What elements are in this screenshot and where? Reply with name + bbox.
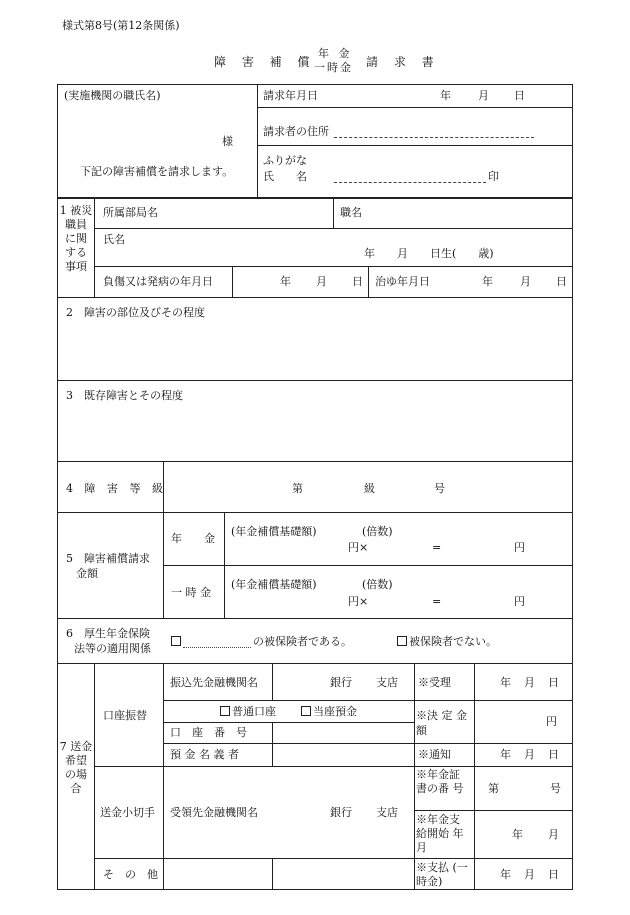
cure-date-label: 治ゆ年月日 [375,275,430,288]
section1-label: 1 被災 職員 に関 する 事項 [59,204,93,273]
ichijikin-yen: 円 [514,595,525,608]
money-order-label: 送金小切手 [100,806,155,819]
grade-dai: 第 [292,482,303,495]
title-ichijikin: 一時金 [314,61,353,74]
furigana-label: ふりがな [263,154,307,167]
shosho-dai: 第 [488,782,499,795]
section7-label: 7 送金 希望 の場 合 [59,740,93,795]
request-day: 日 [514,89,525,102]
toza-checkbox[interactable] [301,706,313,717]
section6-label-1: 6 厚生年金保険 [66,627,150,640]
shiharai-year: 年 [500,868,511,881]
nenkin-label: 年 金 [171,532,215,545]
ichijikin-base-label: (年金補償基礎額) [231,578,317,591]
transfer-ginko: 銀行 [330,676,352,689]
ichijikin-multiplier-label: (倍数) [362,578,393,591]
kaishi-year: 年 [512,828,523,841]
other-label: そ の 他 [103,868,158,881]
nenkin-yen: 円 [514,541,525,554]
toza-label: 当座預金 [313,705,357,718]
shiharai-month: 月 [524,868,535,881]
shiharai-label: ※支払 (一時金) [416,861,468,888]
section6-label-2: 法等の適用関係 [74,642,151,655]
shosho-label: ※年金証 書の番 号 [416,768,464,795]
section5-label-2: 金額 [76,567,98,580]
title-right: 請 求 書 [366,55,440,69]
kettei-label: ※決 定 金 額 [416,709,467,737]
cure-day: 日 [556,275,567,288]
address-label: 請求者の住所 [263,125,329,138]
request-date-label: 請求年月日 [263,89,318,102]
post-label: 職名 [340,206,362,219]
claimant-name-label: 氏 名 [263,170,307,183]
futsu-checkbox[interactable] [220,706,232,717]
agency-label: (実施機関の職氏名) [64,89,161,102]
section5-label-1: 5 障害補償請求 [66,552,150,565]
kettei-yen: 円 [546,715,557,728]
address-line[interactable] [334,137,534,138]
request-month: 月 [478,89,489,102]
tsuchi-year: 年 [500,748,511,761]
birth-date: 年 月 日生( 歳) [364,247,494,260]
insurance-name-line[interactable] [183,647,251,648]
section2-label: 2 障害の部位及びその程度 [66,306,205,319]
grade-go: 号 [434,482,445,495]
not-insured-checkbox[interactable] [397,636,409,647]
victim-name-label: 氏名 [103,233,125,246]
injury-year: 年 [280,275,291,288]
receive-shiten: 支店 [376,806,398,819]
account-holder-label: 預 金 名 義 者 [170,748,239,761]
receive-bank-label: 受領先金融機関名 [170,806,258,819]
kaishi-label: ※年金支 給開始 年月 [416,813,464,854]
tsuchi-month: 月 [524,748,535,761]
claimant-name-line[interactable] [334,182,486,183]
injury-month: 月 [316,275,327,288]
juri-day: 日 [548,676,559,689]
transfer-bank-label: 振込先金融機関名 [170,676,258,689]
receive-ginko: 銀行 [330,806,352,819]
not-insured-text: 被保険者でない。 [409,635,497,648]
nenkin-yen-times: 円× [348,541,369,554]
nenkin-equals: = [432,541,442,554]
title-nenkin: 年 金 [318,47,353,60]
nenkin-base-label: (年金補償基礎額) [231,525,317,538]
cure-month: 月 [520,275,531,288]
injury-date-label: 負傷又は発病の年月日 [103,275,213,288]
form-number: 様式第8号(第12条関係) [62,19,180,32]
seal-mark: 印 [488,170,499,183]
juri-label: ※受理 [418,676,451,689]
sama-label: 様 [222,135,233,148]
juri-month: 月 [524,676,535,689]
cure-year: 年 [482,275,493,288]
futsu-label: 普通口座 [232,705,276,718]
request-text: 下記の障害補償を請求します。 [80,165,234,178]
section4-label: 4 障 害 等 級 [66,482,167,495]
tsuchi-day: 日 [548,748,559,761]
grade-kyu: 級 [364,482,375,495]
transfer-shiten: 支店 [376,676,398,689]
ichijikin-yen-times: 円× [348,595,369,608]
shiharai-day: 日 [548,868,559,881]
insured-text: の被保険者である。 [253,635,352,648]
title-left: 障 害 補 償 [214,55,316,69]
ichijikin-label: 一 時 金 [171,586,211,599]
juri-year: 年 [500,676,511,689]
injury-day: 日 [352,275,363,288]
account-number-label: 口 座 番 号 [170,726,247,739]
kaishi-month: 月 [548,828,559,841]
dept-label: 所属部局名 [103,206,158,219]
tsuchi-label: ※通知 [418,748,451,761]
shosho-go: 号 [550,782,561,795]
ichijikin-equals: = [432,595,442,608]
account-transfer-label: 口座振替 [103,709,147,722]
insured-checkbox[interactable] [171,636,183,647]
section3-label: 3 既存障害とその程度 [66,389,183,402]
nenkin-multiplier-label: (倍数) [362,525,393,538]
request-year: 年 [440,89,451,102]
